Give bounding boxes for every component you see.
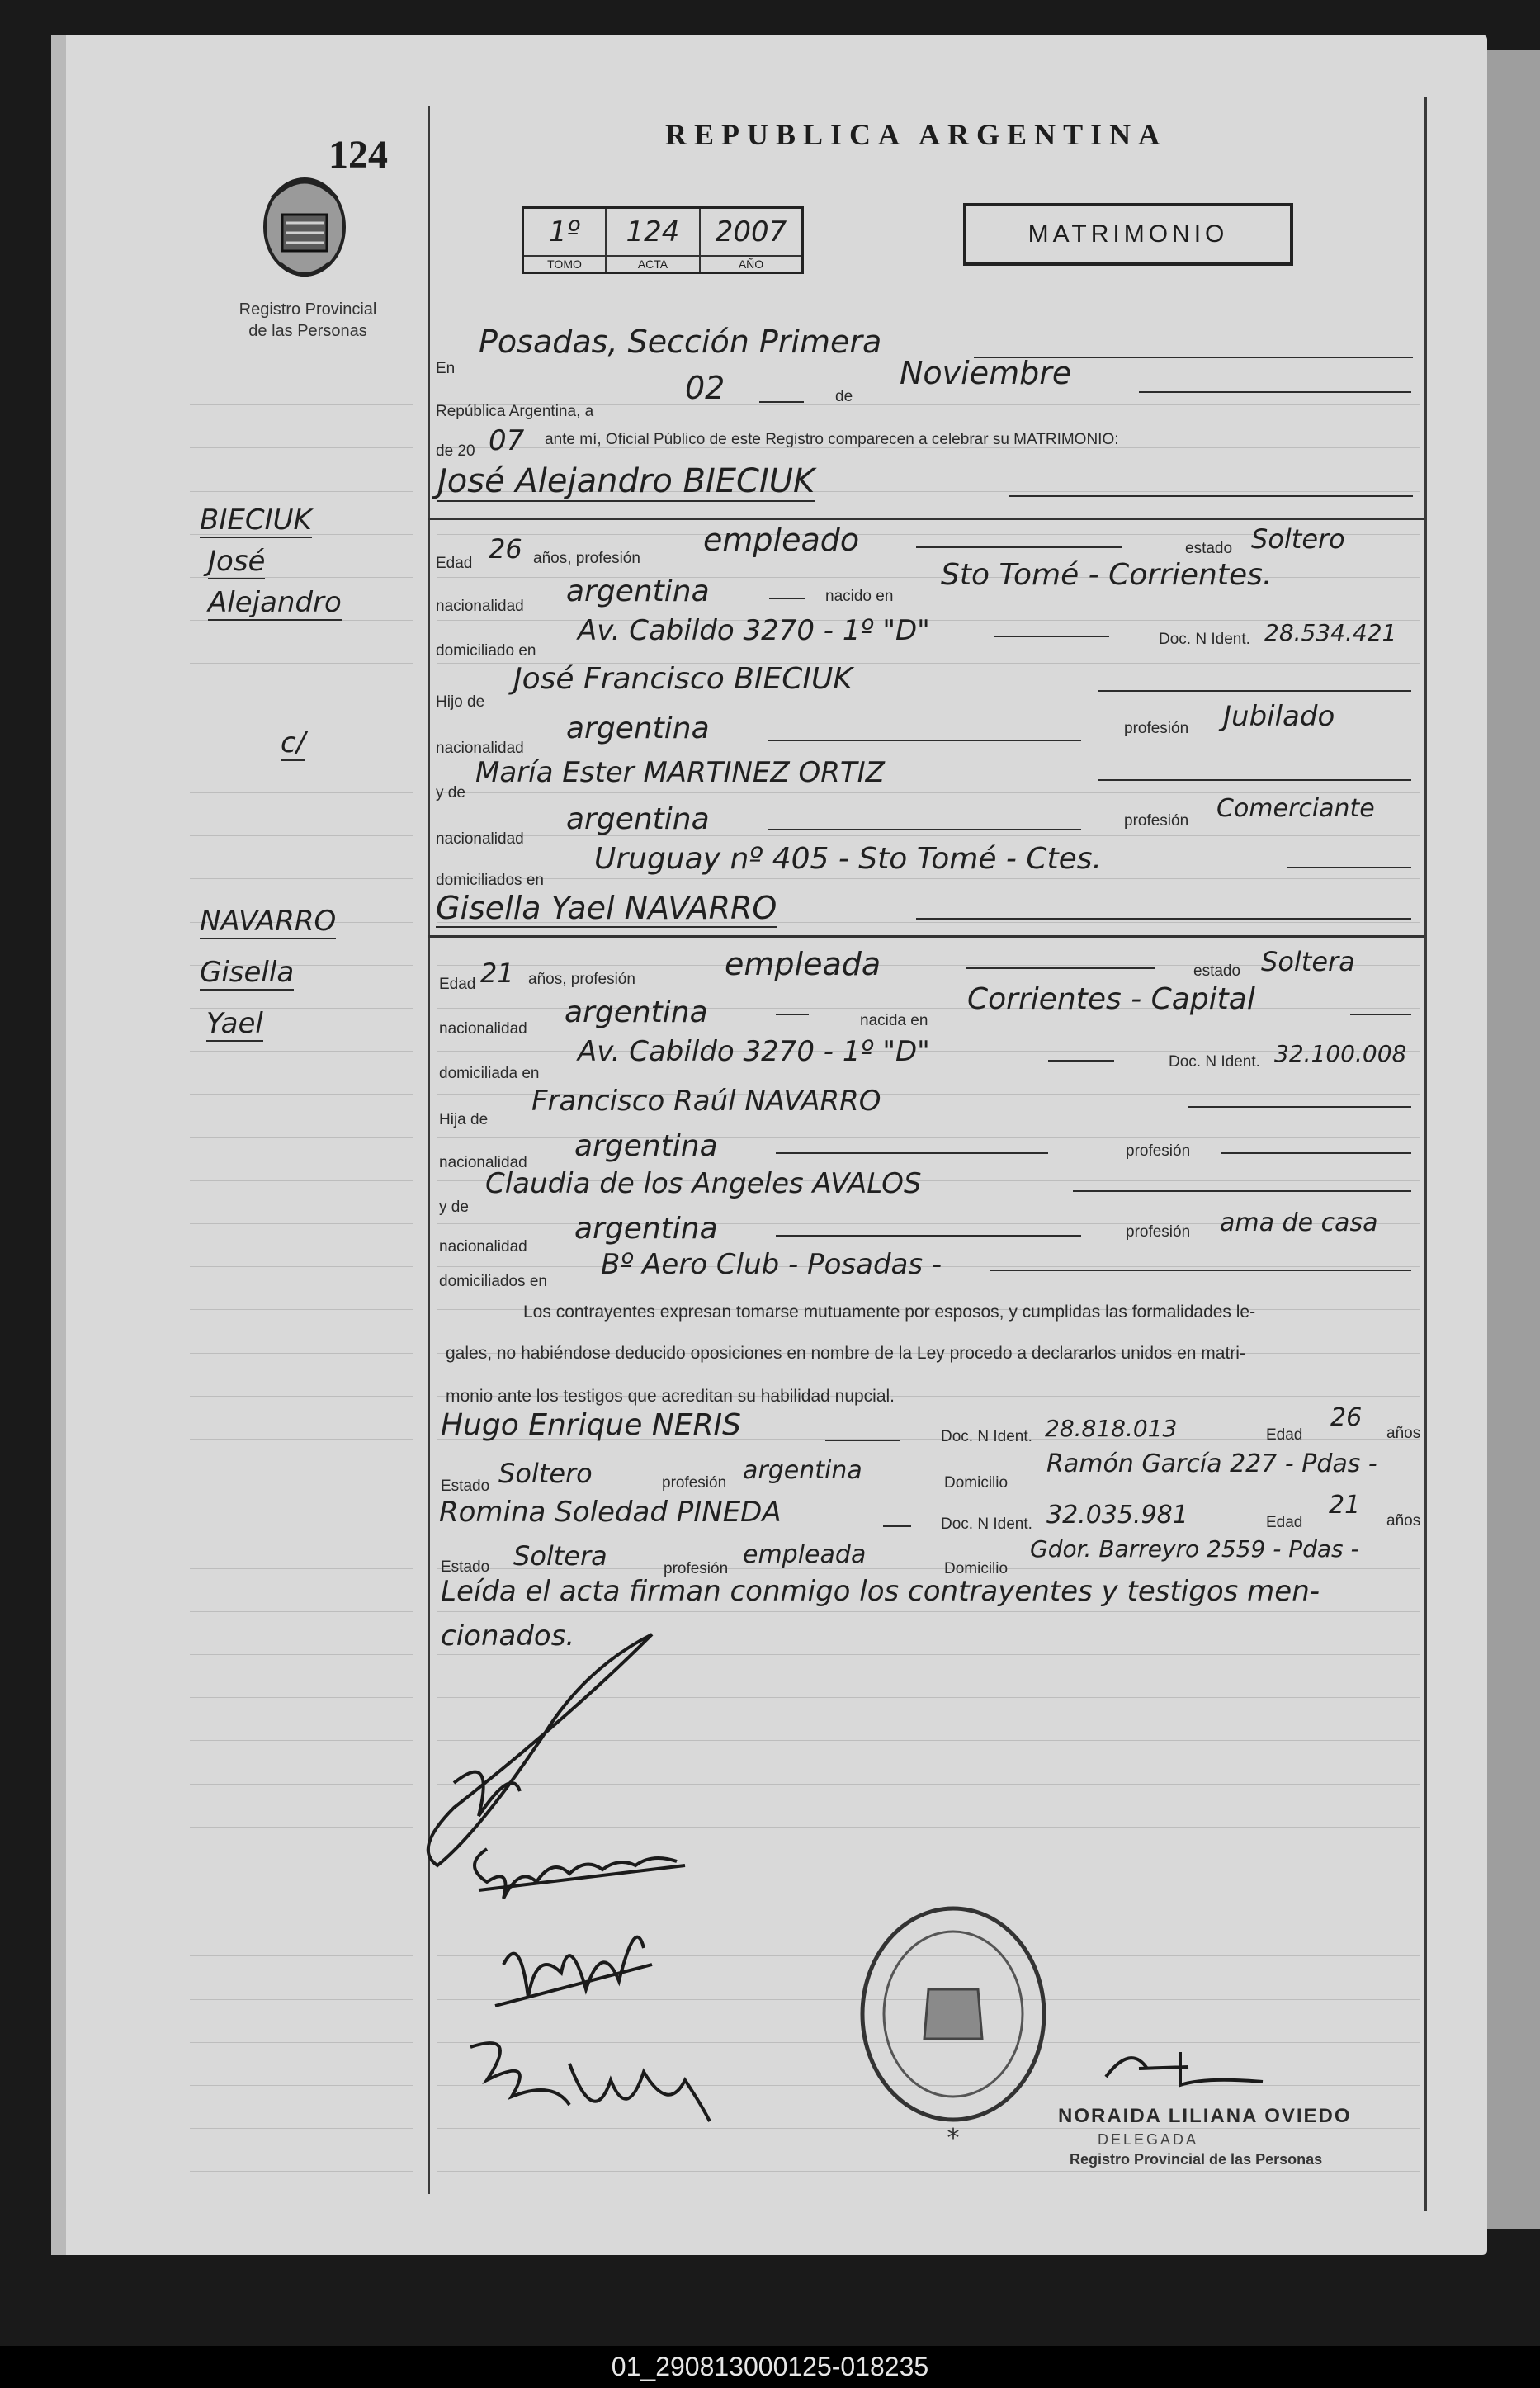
official-registry: Registro Provincial de las Personas <box>1070 2151 1323 2168</box>
witness-2-name: Romina Soledad PINEDA <box>439 1496 782 1529</box>
day-dash <box>759 401 804 403</box>
groom-mother: María Ester MARTINEZ ORTIZ <box>475 756 885 789</box>
witness-2-profession: empleada <box>743 1540 867 1569</box>
witness-1-doc-label: Doc. N Ident. <box>941 1428 1032 1445</box>
acta-value: 124 <box>606 208 700 256</box>
bride-nacionalidad-label: nacionalidad <box>439 1020 527 1038</box>
margin-ruled-line <box>190 1309 413 1310</box>
margin-ruled-line <box>190 1266 413 1267</box>
month-value: Noviembre <box>900 355 1072 391</box>
bride-domiciliados-label: domiciliados en <box>439 1273 547 1290</box>
official-signature <box>1098 2044 1279 2106</box>
margin-ruled-line <box>190 1137 413 1138</box>
page-number: 124 <box>328 133 388 177</box>
witness-2-edad-label: Edad <box>1266 1514 1303 1531</box>
bride-hija-label: Hija de <box>439 1111 489 1128</box>
margin-ruled-line <box>190 1784 413 1785</box>
witness-2-status: Soltera <box>513 1540 607 1572</box>
groom-marital-status: Soltero <box>1251 523 1345 555</box>
adjacent-page-edge <box>1487 50 1540 2229</box>
bride-father-nat-dash <box>776 1152 1048 1154</box>
bride-father-prof-dash <box>1221 1152 1411 1154</box>
bride-parents-address-dash <box>990 1270 1411 1271</box>
registry-name-line2: de las Personas <box>248 322 367 340</box>
groom-father-profession: Jubilado <box>1223 700 1335 733</box>
groom-name-dash <box>1009 495 1413 497</box>
margin-groom-surname: BIECIUK <box>200 504 312 537</box>
registry-name-line1: Registro Provincial <box>239 300 377 319</box>
groom-father-prof-label: profesión <box>1124 720 1189 737</box>
groom-anos-profesion-label: años, profesión <box>533 550 640 567</box>
groom-mother-prof-label: profesión <box>1124 812 1189 830</box>
margin-ruled-line <box>190 663 413 664</box>
groom-nationality-dash <box>769 598 805 599</box>
bride-birthplace-dash <box>1350 1014 1411 1015</box>
body-ruled-line <box>437 878 1420 879</box>
bride-father-dash <box>1188 1106 1411 1108</box>
registry-name <box>213 299 403 342</box>
svg-text:*: * <box>947 2124 960 2153</box>
formal-text-line-3: monio ante los testigos que acreditan su habilidad nupcial. <box>446 1387 895 1406</box>
witness-2-profesion-label: profesión <box>664 1560 729 1577</box>
witness-1-address: Ramón García 227 - Pdas - <box>1046 1449 1377 1478</box>
groom-nacido-label: nacido en <box>825 588 894 605</box>
groom-profession-dash <box>916 546 1122 548</box>
margin-ruled-line <box>190 1827 413 1828</box>
margin-separator: c/ <box>281 726 306 759</box>
official-seal-stamp <box>850 1899 1056 2167</box>
witness-1-anos-label: años <box>1386 1425 1421 1442</box>
margin-ruled-line <box>190 2171 413 2172</box>
footer-image-id: 01_290813000125-018235 <box>0 2346 1540 2388</box>
groom-father-nat-dash <box>768 740 1081 741</box>
margin-ruled-line <box>190 792 413 793</box>
bride-address-dash <box>1048 1060 1114 1062</box>
republica-label: República Argentina, a <box>436 403 594 420</box>
tomo-value: 1º <box>523 208 607 256</box>
margin-ruled-line <box>190 878 413 879</box>
signature-witnesses <box>470 2043 710 2121</box>
groom-nationality: argentina <box>566 575 710 608</box>
witness-2-anos-label: años <box>1386 1512 1421 1530</box>
margin-ruled-line <box>190 1396 413 1397</box>
margin-ruled-line <box>190 1051 413 1052</box>
groom-domicilio-label: domiciliado en <box>436 642 536 660</box>
bride-father-nationality: argentina <box>574 1129 718 1163</box>
acta-label: ACTA <box>606 256 700 273</box>
groom-address: Av. Cabildo 3270 - 1º "D" <box>578 614 930 647</box>
groom-father-nac-label: nacionalidad <box>436 740 524 757</box>
witness-2-domicilio-label: Domicilio <box>944 1560 1009 1577</box>
margin-ruled-line <box>190 1999 413 2000</box>
witness-1-name-dash <box>825 1440 900 1441</box>
formal-text-line-1: Los contrayentes expresan tomarse mutuamente por esposos, y cumplidas las formalidades le- <box>523 1303 1256 1322</box>
margin-ruled-line <box>190 447 413 448</box>
margin-ruled-line <box>190 1654 413 1655</box>
bride-nationality: argentina <box>565 995 708 1029</box>
bride-domicilio-label: domiciliada en <box>439 1065 540 1082</box>
witness-1-name: Hugo Enrique NERIS <box>441 1408 741 1442</box>
groom-father: José Francisco BIECIUK <box>513 662 853 696</box>
groom-address-dash <box>994 636 1109 637</box>
bride-doc-label: Doc. N Ident. <box>1169 1053 1260 1071</box>
official-name: NORAIDA LILIANA OVIEDO <box>1058 2105 1352 2127</box>
witness-1-edad-label: Edad <box>1266 1426 1303 1444</box>
witness-1-status: Soltero <box>498 1458 593 1489</box>
margin-ruled-line <box>190 2128 413 2129</box>
margin-ruled-line <box>190 1094 413 1095</box>
closing-line-1: Leída el acta firman conmigo los contrayentes y testigos men- <box>441 1575 1320 1608</box>
tomo-label: TOMO <box>523 256 607 273</box>
closing-line-2: cionados. <box>441 1620 575 1653</box>
bride-age: 21 <box>480 958 514 989</box>
bride-birthplace: Corrientes - Capital <box>967 982 1255 1016</box>
groom-mother-nationality: argentina <box>566 802 710 836</box>
bride-mother-profession: ama de casa <box>1220 1208 1378 1237</box>
groom-nacionalidad-label: nacionalidad <box>436 598 524 615</box>
witness-1-document: 28.818.013 <box>1045 1415 1178 1442</box>
intro-statement: ante mí, Oficial Público de este Registro comparecen a celebrar su MATRIMONIO: <box>545 431 1119 448</box>
groom-y-de-label: y de <box>436 784 465 802</box>
body-ruled-line <box>437 792 1420 793</box>
margin-ruled-line <box>190 404 413 405</box>
groom-mother-dash <box>1098 779 1411 781</box>
groom-mother-nat-dash <box>768 829 1081 830</box>
groom-document: 28.534.421 <box>1264 619 1397 646</box>
bride-nationality-dash <box>776 1014 809 1015</box>
signature-officiant <box>428 1634 652 1865</box>
witness-2-address: Gdor. Barreyro 2559 - Pdas - <box>1030 1535 1359 1563</box>
margin-ruled-line <box>190 1611 413 1612</box>
witness-2-name-dash <box>883 1525 911 1527</box>
groom-father-nationality: argentina <box>566 712 710 745</box>
en-label: En <box>436 360 456 377</box>
bride-mother-dash <box>1073 1190 1411 1192</box>
groom-hijo-label: Hijo de <box>436 693 485 711</box>
groom-mother-nac-label: nacionalidad <box>436 830 524 848</box>
groom-estado-label: estado <box>1185 540 1233 557</box>
bride-marital-status: Soltera <box>1261 946 1355 977</box>
formal-text-line-2: gales, no habiéndose deducido oposiciones en nombre de la Ley procedo a declararlos unidos en matri- <box>446 1344 1245 1363</box>
bride-mother-nac-label: nacionalidad <box>439 1238 527 1255</box>
bride-father: Francisco Raúl NAVARRO <box>531 1085 881 1118</box>
margin-bride-surname: NAVARRO <box>200 905 337 938</box>
header-title: REPUBLICA ARGENTINA <box>665 118 1168 151</box>
de-label: de <box>835 388 853 405</box>
body-ruled-line <box>437 1611 1420 1612</box>
signature-groom <box>475 1849 685 1899</box>
witness-2-age: 21 <box>1329 1491 1361 1520</box>
bride-full-name: Gisella Yael NAVARRO <box>436 890 777 926</box>
official-title: DELEGADA <box>1098 2131 1199 2148</box>
document-type-box: MATRIMONIO <box>963 203 1293 266</box>
bride-document: 32.100.008 <box>1274 1040 1407 1067</box>
signature-area <box>404 1618 784 2183</box>
ano-label: AÑO <box>700 256 803 273</box>
margin-bride-first: Gisella <box>200 956 295 989</box>
margin-ruled-line <box>190 835 413 836</box>
groom-edad-label: Edad <box>436 555 473 572</box>
bride-name-dash <box>916 918 1411 920</box>
year-suffix: 07 <box>489 424 525 457</box>
year-prefix: de 20 <box>436 442 475 460</box>
margin-ruled-line <box>190 2085 413 2086</box>
witness-2-doc-label: Doc. N Ident. <box>941 1516 1032 1533</box>
witness-2-document: 32.035.981 <box>1046 1501 1188 1530</box>
bride-mother-prof-label: profesión <box>1126 1223 1191 1241</box>
groom-section-rule <box>428 518 1424 520</box>
groom-profession: empleado <box>703 522 860 558</box>
groom-mother-profession: Comerciante <box>1216 794 1375 823</box>
margin-ruled-line <box>190 1439 413 1440</box>
bride-edad-label: Edad <box>439 976 476 993</box>
groom-parents-address: Uruguay nº 405 - Sto Tomé - Ctes. <box>594 842 1102 876</box>
bride-anos-profesion-label: años, profesión <box>528 971 635 988</box>
witness-2-estado-label: Estado <box>441 1558 490 1576</box>
margin-groom-second: Alejandro <box>208 586 342 619</box>
bride-nacida-label: nacida en <box>860 1012 928 1029</box>
groom-full-name: José Alejandro BIECIUK <box>437 462 815 500</box>
margin-ruled-line <box>190 1353 413 1354</box>
groom-age: 26 <box>489 533 522 565</box>
bride-father-nac-label: nacionalidad <box>439 1154 527 1171</box>
witness-1-age: 26 <box>1330 1403 1363 1432</box>
margin-groom-first: José <box>208 545 266 578</box>
margin-ruled-line <box>190 2042 413 2043</box>
bride-section-rule <box>428 935 1424 938</box>
bride-y-de-label: y de <box>439 1199 469 1216</box>
bride-father-prof-label: profesión <box>1126 1142 1191 1160</box>
groom-birthplace: Sto Tomé - Corrientes. <box>941 558 1273 592</box>
witness-1-estado-label: Estado <box>441 1478 490 1495</box>
groom-domiciliados-label: domiciliados en <box>436 872 544 889</box>
groom-father-dash <box>1098 690 1411 692</box>
groom-doc-label: Doc. N Ident. <box>1159 631 1250 648</box>
page-binding <box>51 35 66 2255</box>
witness-1-profesion-label: profesión <box>662 1474 727 1492</box>
witness-1-domicilio-label: Domicilio <box>944 1474 1009 1492</box>
margin-ruled-line <box>190 1180 413 1181</box>
margin-ruled-line <box>190 1955 413 1956</box>
ano-value: 2007 <box>700 208 803 256</box>
bride-mother: Claudia de los Angeles AVALOS <box>485 1167 922 1200</box>
bride-address: Av. Cabildo 3270 - 1º "D" <box>578 1035 930 1068</box>
bride-profession: empleada <box>725 946 881 982</box>
bride-mother-nationality: argentina <box>574 1212 718 1246</box>
place-value: Posadas, Sección Primera <box>479 324 882 360</box>
bride-parents-address: Bº Aero Club - Posadas - <box>601 1248 942 1281</box>
day-value: 02 <box>685 370 725 406</box>
groom-parents-address-dash <box>1287 867 1411 868</box>
margin-ruled-line <box>190 1568 413 1569</box>
bride-estado-label: estado <box>1193 962 1241 980</box>
month-dash <box>1139 391 1411 393</box>
provincial-coat-of-arms <box>256 165 353 293</box>
margin-ruled-line <box>190 1740 413 1741</box>
signature-bride <box>495 1937 652 2006</box>
bride-mother-nat-dash <box>776 1235 1081 1237</box>
record-box <box>522 206 804 274</box>
right-margin-rule <box>1424 97 1427 2211</box>
margin-ruled-line <box>190 1223 413 1224</box>
margin-ruled-line <box>190 1697 413 1698</box>
margin-bride-second: Yael <box>206 1007 263 1040</box>
bride-profession-dash <box>966 967 1155 969</box>
witness-1-profession: argentina <box>743 1456 862 1485</box>
margin-ruled-line <box>190 491 413 492</box>
